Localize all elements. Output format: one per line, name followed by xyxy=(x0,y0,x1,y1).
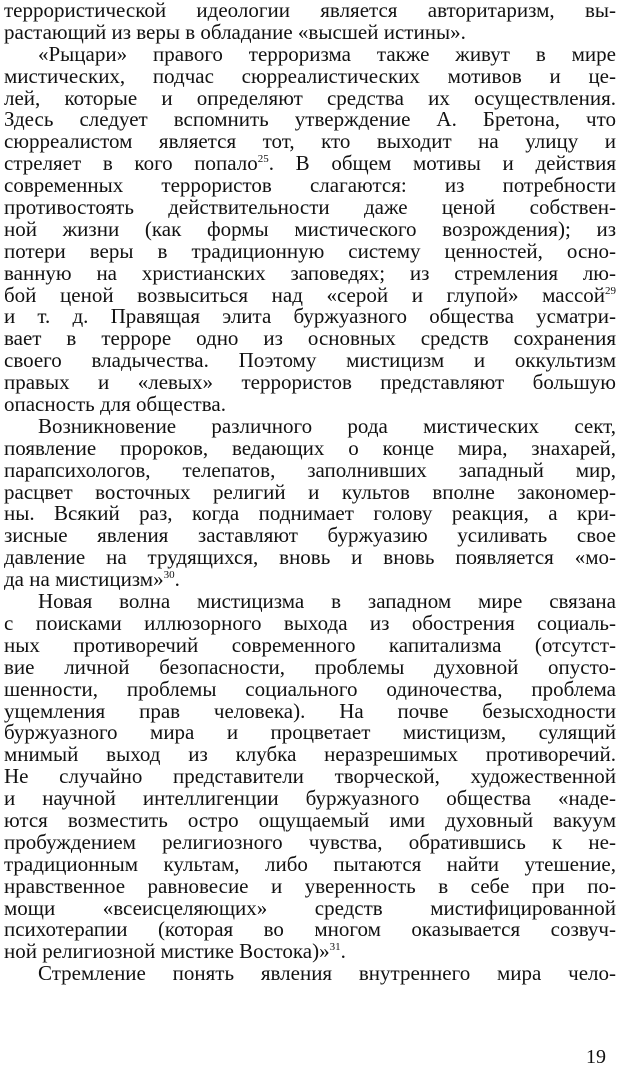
text-line-content: сюрреалистом является тот, кто выходит на улицу и xyxy=(4,129,616,154)
footnote-reference: 29 xyxy=(605,284,616,297)
text-line xyxy=(4,85,616,110)
body-text xyxy=(4,0,616,985)
text-line xyxy=(4,676,616,701)
text-line xyxy=(4,766,616,788)
text-line xyxy=(4,197,616,219)
text-line-continuation: . xyxy=(174,567,180,592)
text-line-content: растающий из веры в обладание «высшей истины». xyxy=(4,19,466,44)
text-line xyxy=(4,435,616,460)
footnote-reference: 25 xyxy=(257,153,269,166)
page-number: 19 xyxy=(586,1046,606,1068)
text-line-content: лей, которые и определяют средства их осуществления. xyxy=(4,85,616,110)
text-line-content: ных противоречий современного капитализма (отсутст- xyxy=(4,632,616,657)
text-line-content: Не случайно представители творческой, художественной xyxy=(4,764,616,789)
text-line xyxy=(4,919,616,941)
text-line-content: террористической идеологии является авторитаризм, вы- xyxy=(4,0,616,22)
text-line-content: появление пророков, ведающих о конце мира, знахарей, xyxy=(4,435,616,460)
text-line-content: зисные явления заставляют буржуазию усиливать свое xyxy=(4,523,616,548)
text-line xyxy=(4,457,616,482)
text-line-content: и научной интеллигенции буржуазного общества «наде- xyxy=(4,786,616,811)
text-line xyxy=(4,941,616,963)
text-line-content: ной религиозной мистике Востока)» xyxy=(4,939,330,964)
text-line xyxy=(4,328,616,350)
text-line xyxy=(4,829,616,854)
text-line-content: противостоять действительности даже ценой собствен- xyxy=(4,195,616,220)
text-line-content: бой ценой возвыситься над «серой и глупой» массой xyxy=(4,282,605,307)
text-line-content: мощи «всеисцеляющих» средств мистифицированной xyxy=(4,895,616,920)
text-line xyxy=(4,41,616,66)
text-line-content: и т. д. Правящая элита буржуазного общества усматри- xyxy=(4,304,616,329)
text-line xyxy=(4,260,616,285)
text-line xyxy=(4,744,616,766)
text-line xyxy=(4,282,616,307)
text-line-continuation: . xyxy=(340,939,346,964)
text-line xyxy=(4,19,616,44)
text-line xyxy=(4,216,616,241)
text-line xyxy=(4,153,616,175)
text-line xyxy=(4,0,616,22)
text-line-content: ются возместить остро ощущаемый ими духовный вакуум xyxy=(4,807,616,832)
text-line xyxy=(4,895,616,920)
text-line xyxy=(4,873,616,898)
text-line-content: парапсихологов, телепатов, заполнивших западный мир, xyxy=(4,457,616,482)
text-line-content: да на мистицизм» xyxy=(4,567,164,592)
text-line-content: традиционным культам, либо пытаются найти утешение, xyxy=(4,851,616,876)
text-line xyxy=(4,807,616,832)
text-line xyxy=(4,547,616,569)
text-line-content: своего владычества. Поэтому мистицизм и оккультизм xyxy=(4,348,616,373)
text-line-content: стреляет в кого попало xyxy=(4,151,258,176)
text-line-content: вие личной безопасности, проблемы духовной опусто- xyxy=(4,654,616,679)
text-line xyxy=(4,131,616,153)
footnote-reference: 30 xyxy=(163,569,175,582)
text-line-content: давление на трудящихся, вновь и вновь появляется «мо- xyxy=(4,545,616,570)
text-line-content: шенности, проблемы социального одиночества, проблема xyxy=(4,676,616,701)
text-line-content: ущемления прав человека). На почве безысходности xyxy=(4,698,616,723)
text-line xyxy=(4,722,616,744)
text-line xyxy=(4,350,616,372)
text-line-content: нравственное равновесие и уверенность в себе при по- xyxy=(4,873,616,898)
text-line xyxy=(4,698,616,723)
text-line-content: опасность для общества. xyxy=(4,392,226,417)
text-line xyxy=(4,788,616,810)
text-line-content: Стремление понять явления внутреннего мира чело- xyxy=(38,961,616,986)
text-line-content: «Рыцари» правого терроризма также живут в мире xyxy=(38,41,616,66)
footnote-reference: 31 xyxy=(329,941,341,954)
text-line xyxy=(4,632,616,657)
text-line-content: Здесь следует вспомнить утверждение А. Бретона, что xyxy=(4,107,616,132)
text-line-content: ванную на христианских заповедях; из стремления лю- xyxy=(4,260,616,285)
text-line-content: ной жизни (как формы мистического возрождения); из xyxy=(4,216,616,241)
text-line-content: ны. Всякий раз, когда поднимает голову реакция, а кри- xyxy=(4,501,616,526)
text-line xyxy=(4,591,616,613)
text-line xyxy=(4,610,616,635)
text-line-content: буржуазного мира и процветает мистицизм, сулящий xyxy=(4,720,616,745)
text-line xyxy=(4,654,616,679)
text-line xyxy=(4,851,616,876)
text-line-content: Новая волна мистицизма в западном мире связана xyxy=(38,589,616,614)
text-line xyxy=(4,525,616,547)
text-line xyxy=(4,394,616,416)
text-line-content: современных террористов слагаются: из потребности xyxy=(4,173,616,198)
text-line xyxy=(4,306,616,328)
text-line xyxy=(4,479,616,504)
text-line xyxy=(4,109,616,131)
text-line-content: Возникновение различного рода мистических сект, xyxy=(38,413,616,438)
text-line-content: мистических, подчас сюрреалистических мотивов и це- xyxy=(4,63,616,88)
text-line-content: мнимый выход из клубка неразрешимых противоречий. xyxy=(4,742,616,767)
text-line-content: расцвет восточных религий и культов вполне закономер- xyxy=(4,479,616,504)
text-line-content: вает в терроре одно из основных средств сохранения xyxy=(4,326,616,351)
text-line xyxy=(4,372,616,394)
text-line-content: пробуждением религиозного чувства, обратившись к не- xyxy=(4,829,616,854)
text-line xyxy=(4,963,616,985)
text-line xyxy=(4,63,616,88)
text-line xyxy=(4,413,616,438)
text-line xyxy=(4,175,616,197)
text-line-content: правых и «левых» террористов представляют большую xyxy=(4,370,616,395)
text-line-continuation: . В общем мотивы и действия xyxy=(268,151,617,176)
text-line-content: потери веры в традиционную систему ценностей, осно- xyxy=(4,238,616,263)
text-line-content: с поисками иллюзорного выхода из обострения социаль- xyxy=(4,610,616,635)
text-line xyxy=(4,569,616,591)
text-line xyxy=(4,238,616,263)
text-line-content: психотерапии (которая во многом оказывается созвуч- xyxy=(4,917,616,942)
text-line xyxy=(4,503,616,525)
